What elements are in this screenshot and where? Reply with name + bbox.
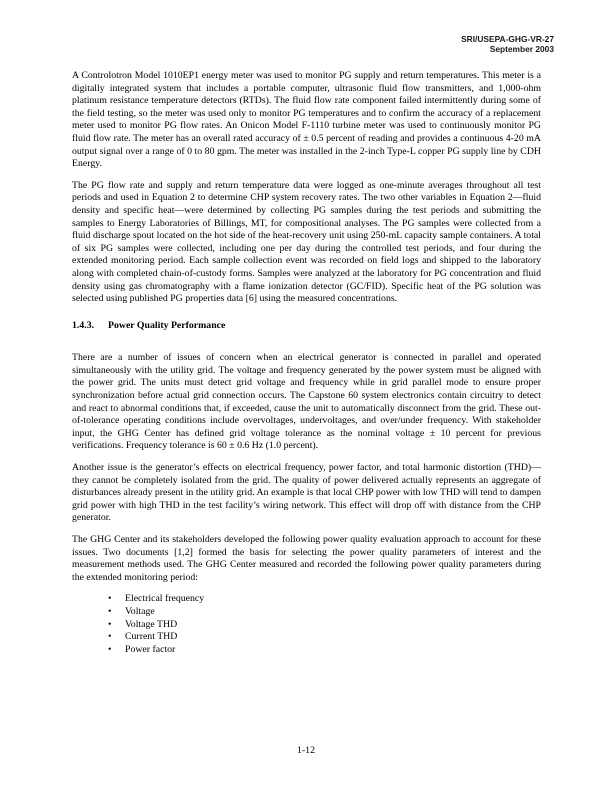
paragraph-grid-issues: There are a number of issues of concern when an electrical generator is connected in parallel and operated simultaneously with the utility grid. The voltage and frequency generated by the power system must be aligned with the power grid. The units must detect grid voltage and frequency while in grid parallel mode to ensure proper synchronization before actual grid connection occurs. The Capstone 60 system electronics contain circuitry to detect and react to abnormal conditions that, if exceeded, cause the unit to automatically disconnect from the grid. These out-of-tolerance operating conditions include overvoltages, undervoltages, and over/under frequency. With stakeholder input, the GHG Center has defined grid voltage tolerance as the nominal voltage ± 10 percent for previous verifications. Frequency tolerance is 60 ± 0.6 Hz (1.0 percent).	[72, 352, 541, 452]
paragraph-evaluation-approach: The GHG Center and its stakeholders developed the following power quality evaluation approach to account for these issues. Two documents [1,2] formed the basis for selecting the power quality parameters of interest and the measurement methods used. The GHG Center measured and recorded the following power quality parameters during the extended monitoring period:	[72, 534, 541, 583]
bullet-icon: •	[108, 631, 112, 643]
paragraph-pg-flow-data: The PG flow rate and supply and return temperature data were logged as one-minute averages throughout all test periods and used in Equation 2 to determine CHP system recovery rates. The two other variables in Equation 2—fluid density and specific heat—were determined by collecting PG samples during the test periods and submitting the samples to Energy Laboratories of Billings, MT, for compositional analyses. The PG samples were collected from a fluid discharge spout located on the hot side of the heat-recovery unit using 250-mL capacity sample containers. A total of six PG samples were collected, including one per day during the controlled test periods, and four during the extended monitoring period. Each sample collection event was recorded on field logs and shipped to the laboratory along with completed chain-of-custody forms. Samples were analyzed at the laboratory for PG concentration and fluid density using gas chromatography with a flame ionization detector (GC/FID). Specific heat of the PG solution was selected using published PG properties data [6] using the measured concentrations.	[72, 179, 541, 305]
document-date: September 2003	[489, 44, 554, 54]
page-number: 1-12	[297, 745, 315, 756]
list-item-label: Voltage THD	[125, 618, 178, 630]
list-item-label: Electrical frequency	[125, 593, 205, 605]
section-heading	[72, 320, 541, 333]
list-item	[108, 644, 541, 657]
paragraph-energy-meter: A Controlotron Model 1010EP1 energy meter was used to monitor PG supply and return temperatures. This meter is a digitally integrated system that includes a portable computer, ultrasonic fluid flow transmitters, and 1,000-ohm platinum resistance temperature detectors (RTDs). The fluid flow rate component failed intermittently during some of the field testing, so the meter was used only to monitor PG temperatures and to confirm the accuracy of a replacement meter used to monitor PG flow rates. An Onicon Model F-1110 turbine meter was used to continuously monitor PG fluid flow rate. The meter has an overall rated accuracy of ± 0.5 percent of reading and provides a continuous 4-20 mA output signal over a range of 0 to 80 gpm. The meter was installed in the 2-inch Type-L copper PG supply line by CDH Energy.	[72, 70, 541, 170]
list-item	[108, 593, 541, 606]
page-body	[72, 70, 541, 656]
document-id: SRI/USEPA-GHG-VR-27	[461, 34, 554, 44]
paragraph-thd-effects: Another issue is the generator’s effects on electrical frequency, power factor, and total harmonic distortion (THD)—they cannot be completely isolated from the grid. The quality of power delivered actually represents an aggregate of disturbances already present in the utility grid. An example is that local CHP power with low THD will tend to dampen grid power with high THD in the test facility’s wiring network. This effect will drop off with distance from the CHP generator.	[72, 462, 541, 524]
list-item-label: Current THD	[125, 631, 178, 643]
list-item-label: Power factor	[125, 643, 176, 655]
list-item	[108, 619, 541, 632]
bullet-icon: •	[108, 593, 112, 605]
list-item	[108, 606, 541, 619]
list-item	[108, 631, 541, 644]
bullet-icon: •	[108, 643, 112, 655]
power-quality-parameter-list	[72, 593, 541, 656]
section-title: Power Quality Performance	[108, 319, 226, 331]
document-header	[461, 34, 554, 54]
list-item-label: Voltage	[125, 605, 155, 617]
bullet-icon: •	[108, 605, 112, 617]
section-number: 1.4.3.	[72, 319, 95, 331]
bullet-icon: •	[108, 618, 112, 630]
